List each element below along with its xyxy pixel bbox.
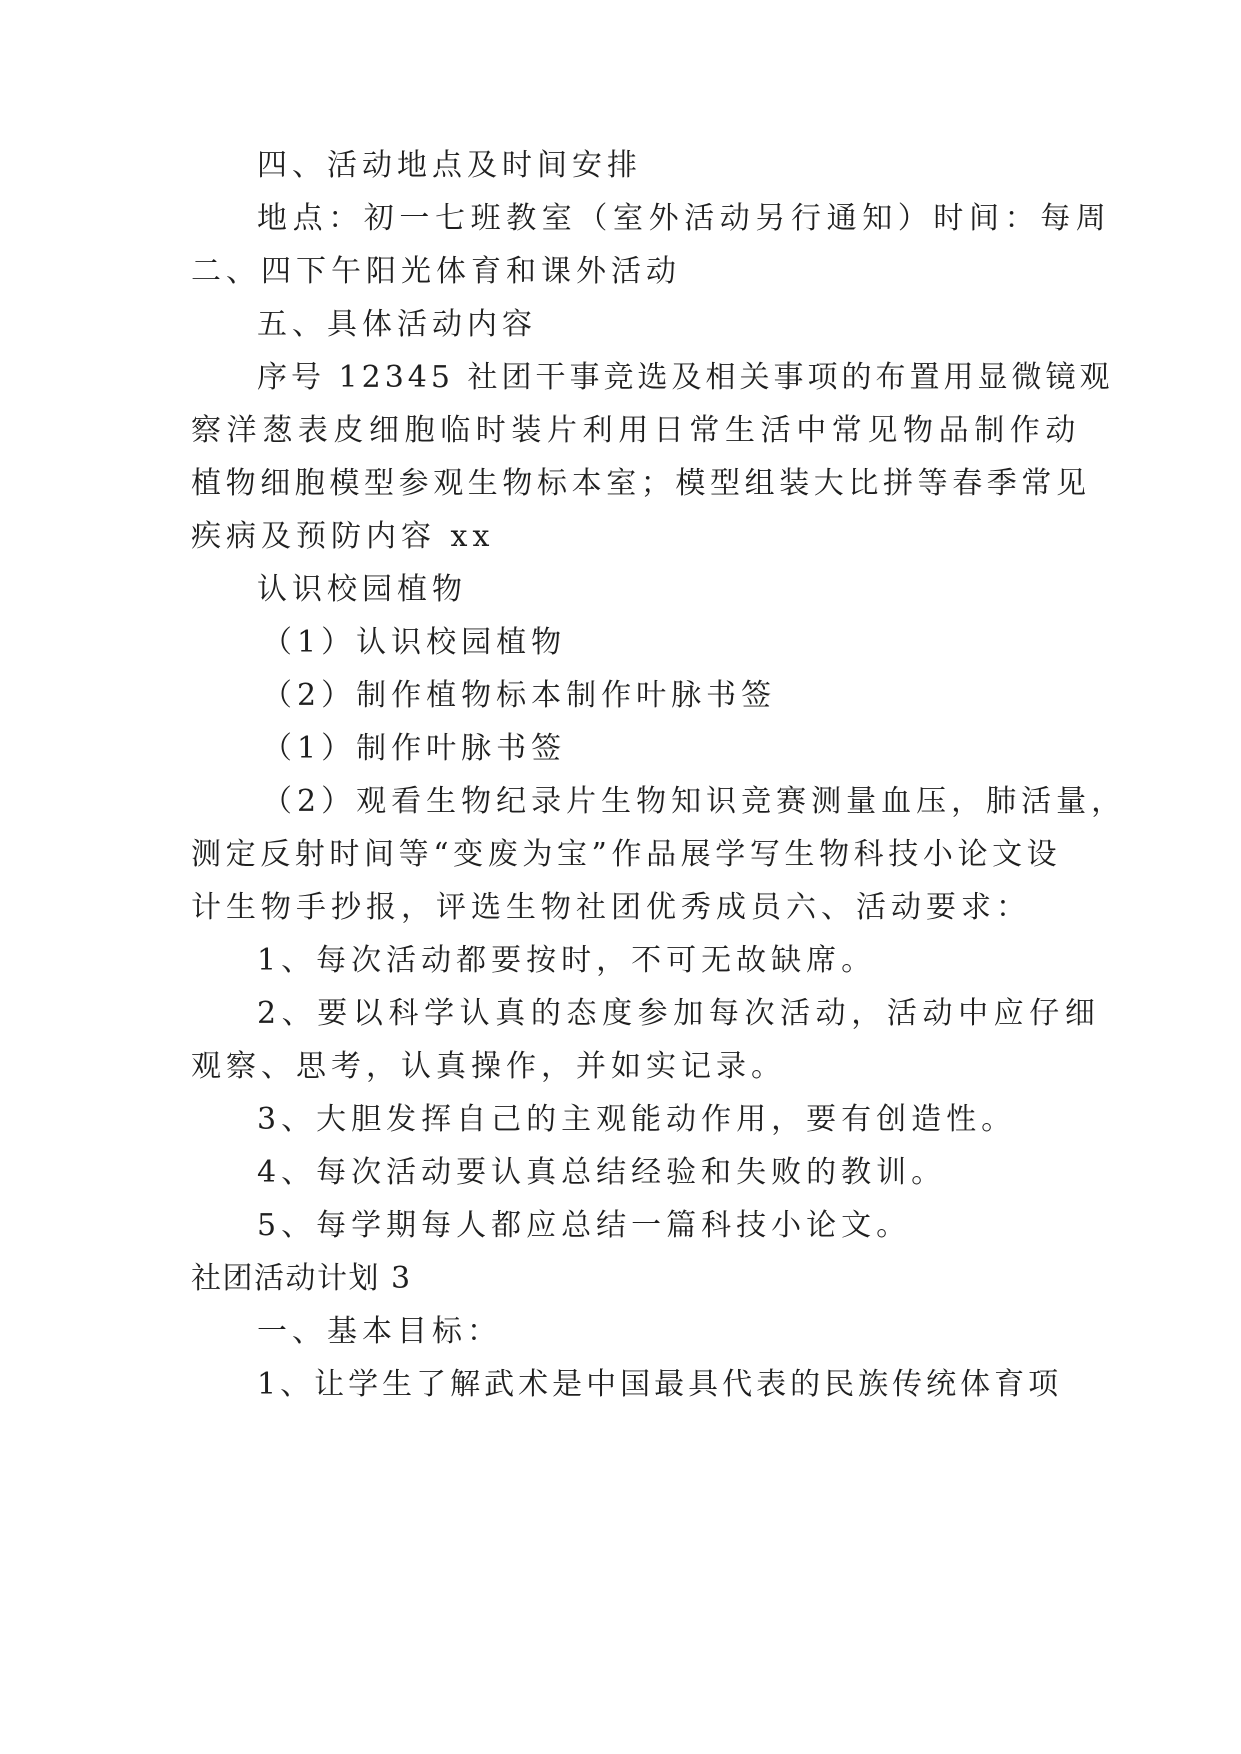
- section-heading-activity-content: 五、具体活动内容: [257, 307, 537, 342]
- requirement-item: 3、大胆发挥自己的主观能动作用，要有创造性。: [257, 1102, 1017, 1137]
- paragraph-line: 认识校园植物: [257, 572, 467, 607]
- paragraph-line: 地点：初一七班教室（室外活动另行通知）时间：每周: [257, 201, 1112, 236]
- paragraph-line: 序号 12345 社团干事竞选及相关事项的布置用显微镜观: [257, 360, 1114, 395]
- paragraph-line: 疾病及预防内容 xx: [191, 519, 495, 554]
- list-item: （1）制作叶脉书签: [262, 731, 567, 766]
- list-item: （2）观看生物纪录片生物知识竞赛测量血压，肺活量，: [262, 784, 1127, 819]
- paragraph-line: 计生物手抄报，评选生物社团优秀成员六、活动要求：: [191, 890, 1031, 925]
- requirement-item: 1、每次活动都要按时，不可无故缺席。: [257, 943, 877, 978]
- requirement-item: 5、每学期每人都应总结一篇科技小论文。: [257, 1208, 912, 1243]
- document-section-title: 社团活动计划 3: [191, 1261, 412, 1296]
- paragraph-line: 二、四下午阳光体育和课外活动: [191, 254, 681, 289]
- requirement-item: 4、每次活动要认真总结经验和失败的教训。: [257, 1155, 947, 1190]
- paragraph-line: 测定反射时间等“变废为宝”作品展学写生物科技小论文设: [191, 837, 1062, 872]
- paragraph-line: 1、让学生了解武术是中国最具代表的民族传统体育项: [257, 1367, 1063, 1402]
- list-item: （2）制作植物标本制作叶脉书签: [262, 678, 777, 713]
- requirement-item: 2、要以科学认真的态度参加每次活动，活动中应仔细: [257, 996, 1101, 1031]
- paragraph-line: 察洋葱表皮细胞临时装片利用日常生活中常见物品制作动: [191, 413, 1081, 448]
- section-heading-venue-schedule: 四、活动地点及时间安排: [257, 148, 642, 183]
- section-heading-basic-goals: 一、基本目标：: [257, 1314, 502, 1349]
- list-item: （1）认识校园植物: [262, 625, 567, 660]
- paragraph-line: 观察、思考，认真操作，并如实记录。: [191, 1049, 786, 1084]
- paragraph-line: 植物细胞模型参观生物标本室；模型组装大比拼等春季常见: [191, 466, 1091, 501]
